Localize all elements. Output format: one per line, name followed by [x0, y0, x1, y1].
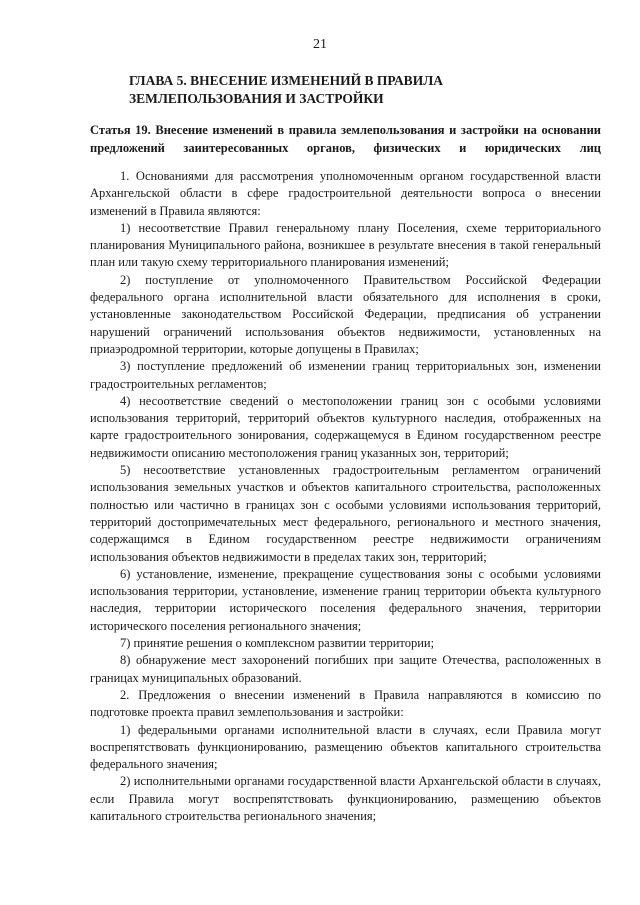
list-item-1-1: 1) несоответствие Правил генеральному плану Поселения, схеме территориального планирования Муниципального района, возникшее в результате внесения в такой генеральный план или такую схему территориального планирования изменений; — [90, 220, 601, 270]
list-item-1-5: 5) несоответствие установленных градостроительным регламентом ограничений использования земельных участков и объектов капитального строительства, расположенных полностью или частично в границах зон с особыми условиями использования территорий, территорий достопримечательных мест федерального, регионального и местного значения, содержащимся в Едином государственном реестре недвижимости ограничениям использования объектов недвижимости в пределах таких зон, территорий; — [90, 463, 601, 564]
list-item-2-1: 1) федеральными органами исполнительной власти в случаях, если Правила могут воспрепятствовать функционированию, размещению объектов капитального строительства федерального значения; — [90, 722, 601, 772]
paragraph-1: 1. Основаниями для рассмотрения уполномоченным органом государственной власти Архангельской области в сфере градостроительной деятельности вопроса о внесении изменений в Правила являются: — [90, 169, 601, 218]
article-title: Статья 19. Внесение изменений в правила землепользования и застройки на основании предложений заинтересованных органов, физических и юридических лиц — [90, 123, 601, 155]
document-body — [90, 168, 601, 825]
list-item-1-2: 2) поступление от уполномоченного Правительством Российской Федерации федерального органа исполнительной власти обязательного для исполнения в сроки, установленные законодательством Российской Федерации, предписания об устранении нарушений ограничений использования объектов недвижимости, установленных на приаэродромной территории, которые допущены в Правилах; — [90, 272, 601, 356]
paragraph-2: 2. Предложения о внесении изменений в Правила направляются в комиссию по подготовке проекта правил землепользования и застройки: — [90, 687, 601, 720]
page-number: 21 — [313, 37, 327, 52]
list-item-1-3: 3) поступление предложений об изменении границ территориальных зон, изменении градостроительных регламентов; — [90, 359, 601, 391]
list-item-1-7: 7) принятие решения о комплексном развитии территории; — [120, 636, 435, 651]
list-item-1-4: 4) несоответствие сведений о местоположении границ зон с особыми условиями использования территорий, территорий объектов культурного наследия, отображенных на карте градостроительного зонирования, содержащемуся в Едином государственном реестре недвижимости описанию местоположения границ указанных зон, территорий; — [90, 393, 601, 460]
list-item-2-2: 2) исполнительными органами государственной власти Архангельской области в случаях, если Правила могут воспрепятствовать функционированию, размещению объектов капитального строительства регионального значения; — [90, 774, 601, 823]
chapter-title: ГЛАВА 5. ВНЕСЕНИЕ ИЗМЕНЕНИЙ В ПРАВИЛА ЗЕМЛЕПОЛЬЗОВАНИЯ И ЗАСТРОЙКИ — [129, 73, 444, 106]
list-item-1-8: 8) обнаружение мест захоронений погибших при защите Отечества, расположенных в границах муниципальных образований. — [90, 653, 601, 685]
list-item-1-6: 6) установление, изменение, прекращение существования зоны с особыми условиями использования территории, установление, изменение границ территории объекта культурного наследия, территории исторического поселения федерального значения, территории исторического поселения регионального значения; — [90, 566, 601, 633]
